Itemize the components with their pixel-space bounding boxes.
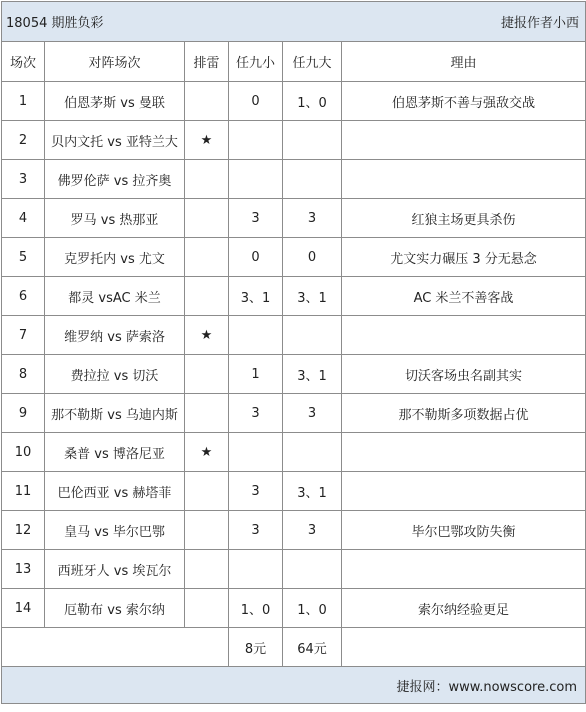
header-match: 对阵场次 xyxy=(45,42,185,82)
table-row xyxy=(2,82,586,121)
table-row xyxy=(2,316,586,355)
match-name: 克罗托内 vs 尤文 xyxy=(45,238,185,277)
match-number: 1 xyxy=(2,82,45,121)
reason-text: AC 米兰不善客战 xyxy=(342,277,586,316)
table-row xyxy=(2,355,586,394)
totals-row xyxy=(2,628,586,667)
r9-small-pick: 3 xyxy=(229,199,283,238)
header-lei: 排雷 xyxy=(185,42,229,82)
reason-text xyxy=(342,121,586,160)
table-row xyxy=(2,433,586,472)
table-row xyxy=(2,511,586,550)
match-number: 6 xyxy=(2,277,45,316)
r9-small-pick xyxy=(229,121,283,160)
reason-text: 尤文实力碾压 3 分无悬念 xyxy=(342,238,586,277)
match-number: 5 xyxy=(2,238,45,277)
table-row xyxy=(2,472,586,511)
match-name: 西班牙人 vs 埃瓦尔 xyxy=(45,550,185,589)
match-name: 桑普 vs 博洛尼亚 xyxy=(45,433,185,472)
r9-small-pick: 3 xyxy=(229,472,283,511)
header-row xyxy=(2,42,586,82)
lei-mark xyxy=(185,472,229,511)
r9-large-pick: 1、0 xyxy=(283,589,342,628)
reason-text: 伯恩茅斯不善与强敌交战 xyxy=(342,82,586,121)
lei-mark xyxy=(185,550,229,589)
reason-text xyxy=(342,550,586,589)
reason-text: 红狼主场更具杀伤 xyxy=(342,199,586,238)
r9-large-pick xyxy=(283,550,342,589)
footer-row xyxy=(2,667,586,704)
match-name: 厄勒布 vs 索尔纳 xyxy=(45,589,185,628)
title-bar xyxy=(2,2,586,42)
lei-mark: ★ xyxy=(185,316,229,355)
match-number: 12 xyxy=(2,511,45,550)
match-number: 11 xyxy=(2,472,45,511)
r9-small-pick: 0 xyxy=(229,82,283,121)
reason-text: 毕尔巴鄂攻防失衡 xyxy=(342,511,586,550)
table-row xyxy=(2,121,586,160)
reason-text xyxy=(342,160,586,199)
lei-mark xyxy=(185,589,229,628)
lei-mark xyxy=(185,511,229,550)
r9-large-pick xyxy=(283,433,342,472)
r9-small-pick xyxy=(229,433,283,472)
r9-large-pick: 3 xyxy=(283,199,342,238)
r9-small-pick: 3、1 xyxy=(229,277,283,316)
r9-large-pick: 1、0 xyxy=(283,82,342,121)
reason-text: 那不勒斯多项数据占优 xyxy=(342,394,586,433)
match-name: 贝内文托 vs 亚特兰大 xyxy=(45,121,185,160)
table-row xyxy=(2,199,586,238)
match-number: 9 xyxy=(2,394,45,433)
totals-blank xyxy=(342,628,586,667)
match-number: 10 xyxy=(2,433,45,472)
table-row xyxy=(2,238,586,277)
match-name: 费拉拉 vs 切沃 xyxy=(45,355,185,394)
table-row xyxy=(2,589,586,628)
match-name: 维罗纳 vs 萨索洛 xyxy=(45,316,185,355)
r9-small-pick xyxy=(229,160,283,199)
r9-small-pick: 0 xyxy=(229,238,283,277)
header-r9-large: 任九大 xyxy=(283,42,342,82)
lei-mark: ★ xyxy=(185,433,229,472)
table-row xyxy=(2,160,586,199)
match-number: 4 xyxy=(2,199,45,238)
r9-small-pick xyxy=(229,316,283,355)
match-number: 14 xyxy=(2,589,45,628)
match-number: 8 xyxy=(2,355,45,394)
match-name: 伯恩茅斯 vs 曼联 xyxy=(45,82,185,121)
r9-small-pick xyxy=(229,550,283,589)
total-r9-small: 8元 xyxy=(229,628,283,667)
r9-small-pick: 1、0 xyxy=(229,589,283,628)
match-name: 罗马 vs 热那亚 xyxy=(45,199,185,238)
lei-mark xyxy=(185,238,229,277)
lottery-sheet xyxy=(1,1,585,710)
match-name: 巴伦西亚 vs 赫塔菲 xyxy=(45,472,185,511)
r9-large-pick xyxy=(283,316,342,355)
match-number: 7 xyxy=(2,316,45,355)
author-label: 捷报作者小西 xyxy=(229,2,586,42)
lei-mark: ★ xyxy=(185,121,229,160)
reason-text: 索尔纳经验更足 xyxy=(342,589,586,628)
r9-large-pick: 0 xyxy=(283,238,342,277)
lei-mark xyxy=(185,355,229,394)
table-row xyxy=(2,277,586,316)
r9-small-pick: 3 xyxy=(229,394,283,433)
match-name: 皇马 vs 毕尔巴鄂 xyxy=(45,511,185,550)
prediction-table xyxy=(1,1,586,704)
reason-text xyxy=(342,316,586,355)
totals-spacer xyxy=(2,628,229,667)
table-row xyxy=(2,550,586,589)
reason-text xyxy=(342,472,586,511)
r9-small-pick: 1 xyxy=(229,355,283,394)
reason-text: 切沃客场虫名副其实 xyxy=(342,355,586,394)
site-credit: 捷报网：www.nowscore.com xyxy=(2,667,586,704)
match-name: 都灵 vsAC 米兰 xyxy=(45,277,185,316)
reason-text xyxy=(342,433,586,472)
match-number: 13 xyxy=(2,550,45,589)
r9-large-pick xyxy=(283,160,342,199)
match-name: 佛罗伦萨 vs 拉齐奥 xyxy=(45,160,185,199)
r9-small-pick: 3 xyxy=(229,511,283,550)
r9-large-pick: 3 xyxy=(283,511,342,550)
lei-mark xyxy=(185,394,229,433)
match-name: 那不勒斯 vs 乌迪内斯 xyxy=(45,394,185,433)
r9-large-pick xyxy=(283,121,342,160)
r9-large-pick: 3 xyxy=(283,394,342,433)
lei-mark xyxy=(185,160,229,199)
total-r9-large: 64元 xyxy=(283,628,342,667)
lei-mark xyxy=(185,277,229,316)
lei-mark xyxy=(185,199,229,238)
header-no: 场次 xyxy=(2,42,45,82)
r9-large-pick: 3、1 xyxy=(283,355,342,394)
issue-title: 18054 期胜负彩 xyxy=(2,2,229,42)
table-row xyxy=(2,394,586,433)
header-r9-small: 任九小 xyxy=(229,42,283,82)
match-number: 2 xyxy=(2,121,45,160)
r9-large-pick: 3、1 xyxy=(283,277,342,316)
lei-mark xyxy=(185,82,229,121)
header-reason: 理由 xyxy=(342,42,586,82)
r9-large-pick: 3、1 xyxy=(283,472,342,511)
match-number: 3 xyxy=(2,160,45,199)
